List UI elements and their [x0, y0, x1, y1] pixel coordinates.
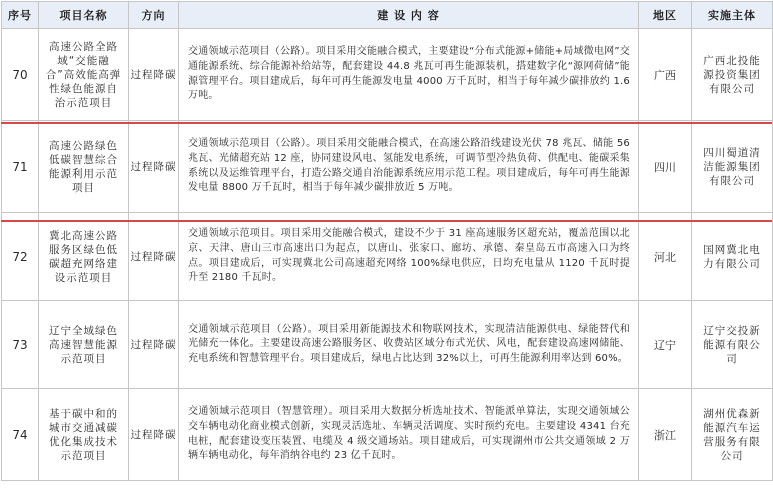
project-entity: 湖州优森新能源汽车运营服务有限公司: [692, 389, 773, 481]
header-num: 序号: [2, 2, 39, 29]
table-row: [2, 121, 773, 213]
table-row: [2, 213, 773, 301]
project-direction: 过程降碳: [129, 213, 179, 301]
project-name: 冀北高速公路服务区绿色低碳超充网络建设示范项目: [39, 213, 129, 301]
project-content: 交通领域示范项目（公路）。项目采用交能融合模式，在高速公路沿线建设光伏 78 兆瓦、储能 56 兆瓦、光储超充站 12 座，协同建设风电、氢能发电系统，可调节型冷热负荷、供配电、能碳采集系统以及运维管理平台，打造公路交通自治能源系统应用示范工程。项目建成后，每年可再生能源发电量 8800 万千瓦时，相当于每年减少碳排放近 5 万吨。: [179, 121, 639, 213]
row-number: 71: [2, 121, 39, 213]
project-direction: 过程降碳: [129, 29, 179, 121]
header-entity: 实施主体: [692, 2, 773, 29]
project-content: 交通领域示范项目（智慧管理）。项目采用大数据分析选址技术、智能派单算法，实现交通领域公交车辆电动化商业模式创新，实现灵活选址、车辆灵活调度、实时预约充电。主要建设 4341 台充电桩，配套建设变压装置、电缆及 4 级交通场站。项目建成后，可实现湖州市公共交通领域 2 万辆车辆电动化，每年消纳谷电约 23 亿千瓦时。: [179, 389, 639, 481]
header-direction: 方向: [129, 2, 179, 29]
table-row: [2, 29, 773, 121]
project-table-container: [1, 1, 772, 487]
project-name: 高速公路绿色低碳智慧综合能源利用示范项目: [39, 121, 129, 213]
project-region: 河北: [639, 213, 692, 301]
project-entity: 广西北投能源投资集团有限公司: [692, 29, 773, 121]
project-entity: 辽宁交投新能源有限公司: [692, 301, 773, 389]
project-region: 浙江: [639, 389, 692, 481]
project-region: 辽宁: [639, 301, 692, 389]
project-region: 广西: [639, 29, 692, 121]
header-region: 地区: [639, 2, 692, 29]
project-direction: 过程降碳: [129, 389, 179, 481]
red-divider-line: [1, 220, 772, 222]
project-name: 基于碳中和的城市交通减碳优化集成技术示范项目: [39, 389, 129, 481]
project-direction: 过程降碳: [129, 121, 179, 213]
red-divider-line: [1, 122, 772, 124]
row-number: 70: [2, 29, 39, 121]
project-content: 交通领域示范项目（公路）。项目采用交能融合模式，主要建设“分布式能源+储能+局域微电网”交通能源系统、综合能源补给站等，配套建设 44.8 兆瓦可再生能源装机，搭建数字化“源网荷储”能源管理平台。项目建成后，每年可再生能源发电量 4000 万千瓦时，相当于每年减少碳排放约 1.6 万吨。: [179, 29, 639, 121]
project-table: [1, 1, 773, 481]
project-entity: 四川蜀道清洁能源集团有限公司: [692, 121, 773, 213]
header-row: [2, 2, 773, 29]
project-content: 交通领域示范项目。项目采用交能融合模式，建设不少于 31 座高速服务区超充站，覆盖范围以北京、天津、唐山三市高速出口为起点，以唐山、张家口、廊坊、承德、秦皇岛五市高速入口为终点。项目建成后，可实现冀北公司高速超充网络 100%绿电供应，日均充电量从 1120 千瓦时提升至 2180 千瓦时。: [179, 213, 639, 301]
table-row: [2, 301, 773, 389]
row-number: 74: [2, 389, 39, 481]
project-content: 交通领域示范项目（公路）。项目采用新能源技术和物联网技术，实现清洁能源供电、绿能替代和光储充一体化。主要建设高速公路服务区、收费站区域分布式光伏、风电，配套建设高速网储能、充电系统和智慧管理平台。项目建成后，绿电占比达到 32%以上，可再生能源利用率达到 60%。: [179, 301, 639, 389]
project-name: 高速公路全路域“交能融合”高效能高弹性绿色能源自治示范项目: [39, 29, 129, 121]
header-name: 项目名称: [39, 2, 129, 29]
project-entity: 国网冀北电力有限公司: [692, 213, 773, 301]
row-number: 73: [2, 301, 39, 389]
row-number: 72: [2, 213, 39, 301]
project-name: 辽宁全域绿色高速智慧能源示范项目: [39, 301, 129, 389]
project-region: 四川: [639, 121, 692, 213]
project-direction: 过程降碳: [129, 301, 179, 389]
table-row: [2, 389, 773, 481]
header-content: 建 设 内 容: [179, 2, 639, 29]
